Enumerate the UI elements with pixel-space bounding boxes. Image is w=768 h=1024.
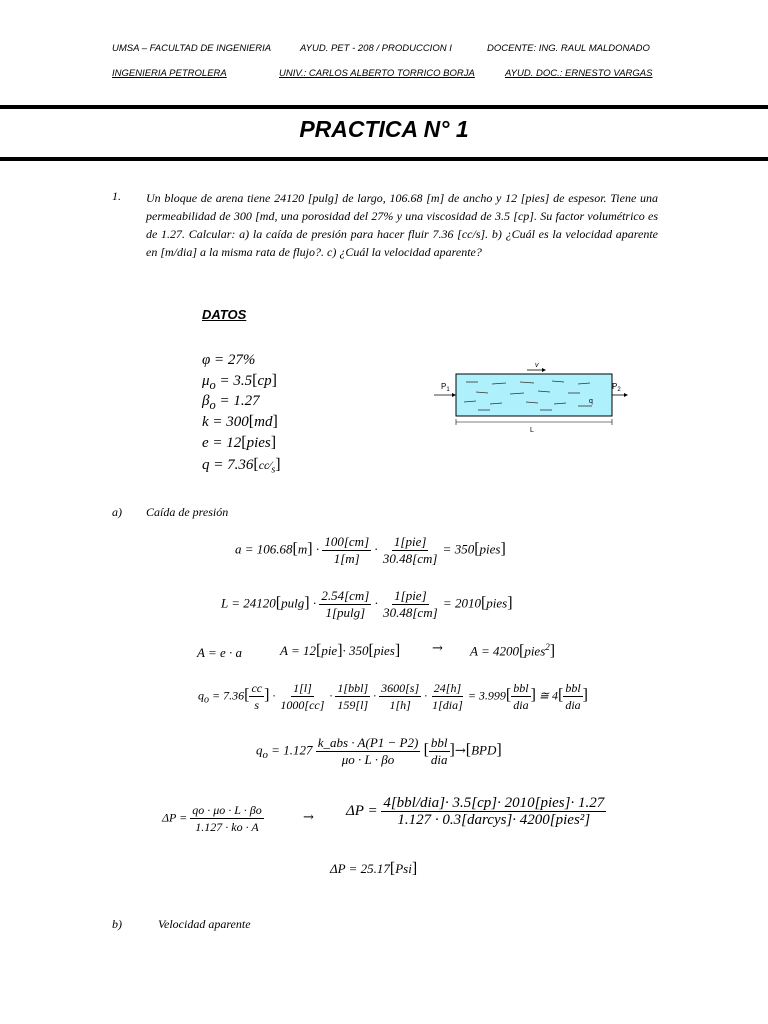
equation-darcy: $q_o = 1.127$ $\frac{\text{k\_abs · A(P1 − P2)}}{\mu o \cdot L \cdot \beta o}$ [ $\frac{\text{bbl}}{\text{dia}}$ ]→[BPD] [256,735,502,767]
equation-length: L = 24120[pulg] · $\frac{2.54[cm]}{1[pulg]}$ · $\frac{\text{1[pie]}}{30.48[cm]}$ = 2010[pies] [221,588,513,620]
section-a-title: Caída de presión [146,505,229,519]
problem-number: 1. [112,189,121,203]
arrow-pressure-drop: → [303,810,314,825]
p1-label: $P_1$ [441,382,450,393]
header-course: AYUD. PET - 208 / PRODUCCION I [300,43,452,54]
equation-pressure-drop-result: ΔP = 25.17[Psi] [330,860,418,877]
datum-porosity: φ = 27% [202,352,256,368]
datum-thickness: e = 12[pies] [202,434,277,451]
length-label: L [530,427,534,434]
title-bottom-rule [0,157,768,161]
header-faculty: UMSA – FACULTAD DE INGENIERIA [112,43,272,54]
header-student: UNIV.: CARLOS ALBERTO TORRICO BORJA [279,68,475,79]
page-title: PRACTICA N° 1 [299,116,469,142]
equation-area-substitution: A = 12[pie]· 350[pies] [280,642,401,659]
datum-flow-rate: $q = 7.36[cc⁄_s]$ [202,456,281,476]
header-assistant: AYUD. DOC.: ERNESTO VARGAS [505,68,653,79]
velocity-label: v [535,362,539,369]
datum-permeability: k = 300[md] [202,413,278,430]
p2-label: $P_2$ [612,382,621,393]
section-a-label: a) [112,505,122,519]
section-b-label: b) [112,917,122,931]
datum-viscosity: $\mu_o = 3.5[cp]$ [202,372,277,392]
equation-pressure-drop-substitution: ΔP = $\frac{\text{4[bbl/dia]· 3.5[cp]· 2010[pies]· 1.27}}{\text{1.127 · 0.3[darcys]· 4200[pies²]}}$ [346,795,605,828]
equation-area-result: A = 4200[pies$^2$] [470,642,556,660]
equation-width: a = 106.68[m] · $\frac{100[cm]}{1[m]}$ · $\frac{\text{1[pie]}}{30.48[cm]}$ = 350[pies] [235,534,506,566]
equation-pressure-drop-formula: ΔP = $\frac{qo \cdot \mu o \cdot L \cdot \beta o}{1.127 \cdot ko \cdot A}$ [162,803,262,834]
section-b-title: Velocidad aparente [158,917,251,931]
equation-flow-conversion: $q_o = 7.36$[ $\frac{cc}{s}$ ] · $\frac{1[l]}{1000[cc]}$ · $\frac{\text{1[bbl]}}{159[l]}$ · $\frac{3600[s]}{1[h]}$ · $\frac{24[h]}{\text{1[dia]}}$ = 3.999[ $\frac{\text{bbl}}{\text{dia}}$ ] ≅ 4[ $\frac{\text{bbl}}{\text{dia}}$ ] [198,681,588,712]
equation-area-formula: A = e · a [197,645,242,660]
reservoir-diagram [430,360,630,435]
datum-volume-factor: $\beta_o = 1.27$ [202,393,260,412]
header-career: INGENIERIA PETROLERA [112,68,227,79]
flow-label: q [589,398,593,405]
header-teacher: DOCENTE: ING. RAUL MALDONADO [487,43,650,54]
title-top-rule [0,105,768,109]
problem-statement: Un bloque de arena tiene 24120 [pulg] de largo, 106.68 [m] de ancho y 12 [pies] de espesor. Tiene una permeabilidad de 300 [md, una porosidad del 27% y una viscosidad de 3.5 [cp]. Su factor volumétrico es de 1.27. Calcular: a) la caída de presión para hacer fluir 7.36 [cc/s]. b) ¿Cuál es la velocidad aparente en [m/dia] a la misma rata de flujo?. c) ¿Cuál la velocidad aparente? [146,191,658,259]
datos-heading: DATOS [202,307,247,322]
arrow-area: → [432,641,443,656]
